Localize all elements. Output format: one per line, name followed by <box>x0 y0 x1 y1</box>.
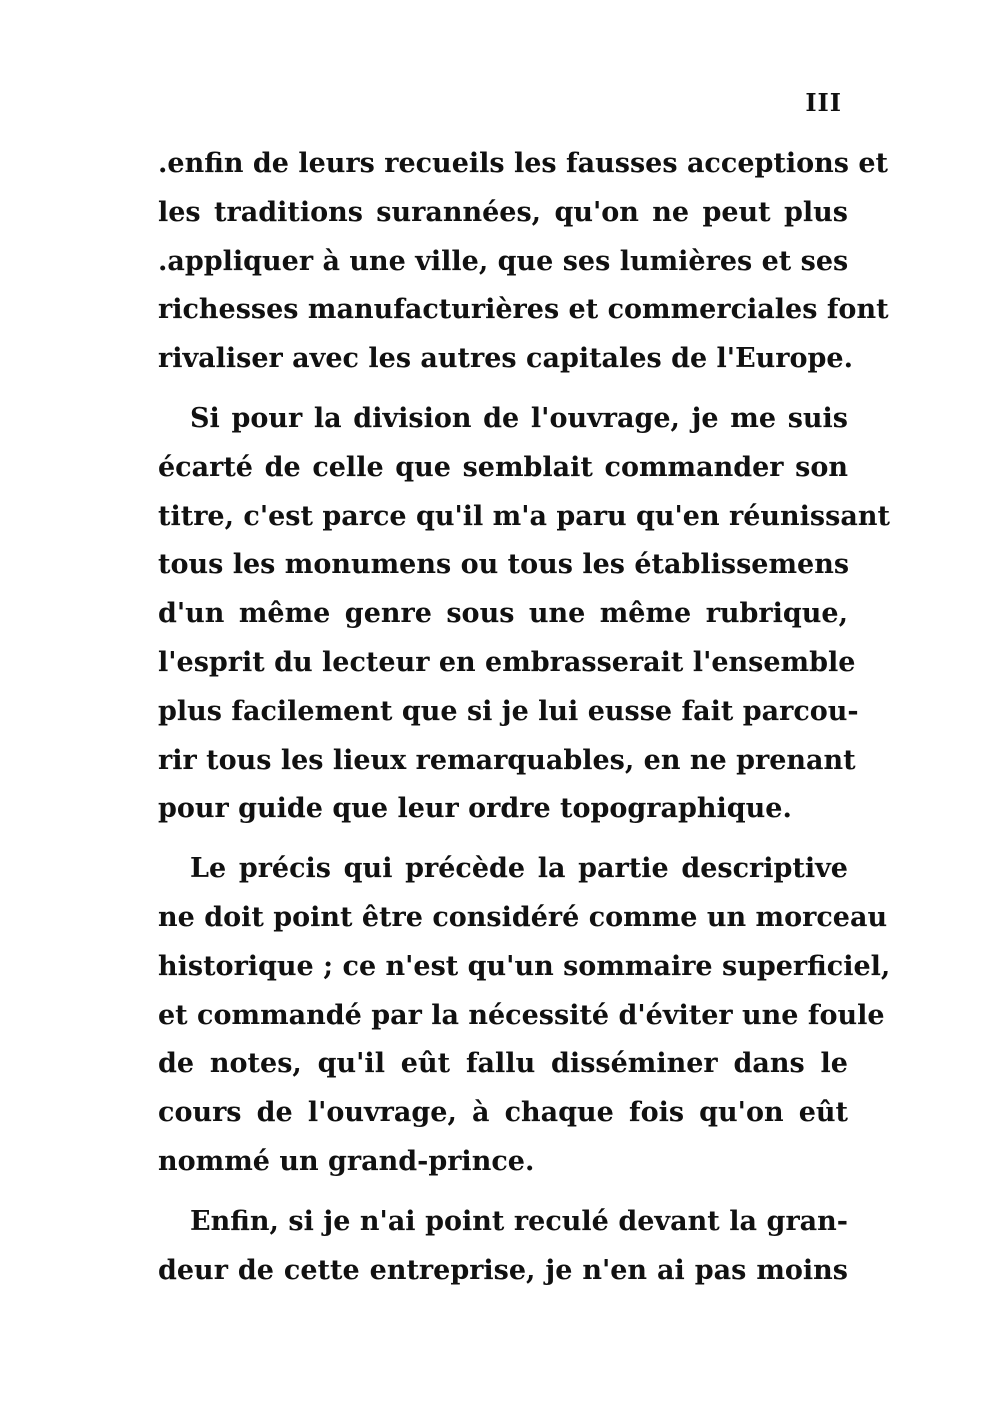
text-line: les traditions surannées, qu'on ne peut plus <box>158 196 848 228</box>
text-line: de notes, qu'il eût fallu disséminer dans le <box>158 1048 848 1080</box>
text-line: plus facilement que si je lui eusse fait parcou- <box>158 695 859 727</box>
text-line: .enfin de leurs recueils les fausses acceptions et <box>158 148 888 179</box>
page-number: III <box>805 88 842 117</box>
text-line: Si pour la division de l'ouvrage, je me suis <box>190 402 848 434</box>
text-line: pour guide que leur ordre topographique. <box>158 793 792 825</box>
text-line: richesses manufacturières et commerciales font <box>158 294 889 326</box>
paragraph-2 <box>158 395 890 834</box>
paragraph-4 <box>158 1198 848 1296</box>
text-line: écarté de celle que semblait commander son <box>158 451 848 483</box>
text-line: rir tous les lieux remarquables, en ne prenant <box>158 744 856 776</box>
paragraph-3 <box>158 845 891 1187</box>
body-text <box>158 140 891 1295</box>
text-line: titre, c'est parce qu'il m'a paru qu'en réunissant <box>158 500 890 532</box>
text-line: cours de l'ouvrage, à chaque fois qu'on eût <box>158 1097 848 1129</box>
text-line: ne doit point être considéré comme un morceau <box>158 901 888 933</box>
text-line: et commandé par la nécessité d'éviter une foule <box>158 999 885 1031</box>
text-line: rivaliser avec les autres capitales de l'Europe. <box>158 343 853 375</box>
text-line: .appliquer à une ville, que ses lumières et ses <box>158 245 849 277</box>
text-line: Le précis qui précède la partie descriptive <box>190 853 848 885</box>
text-line: nommé un grand-prince. <box>158 1145 535 1177</box>
text-line: d'un même genre sous une même rubrique, <box>158 598 848 630</box>
text-line: historique ; ce n'est qu'un sommaire superficiel, <box>158 950 891 982</box>
text-line: Enfin, si je n'ai point reculé devant la gran- <box>190 1205 848 1237</box>
text-line: deur de cette entreprise, je n'en ai pas moins <box>158 1254 848 1286</box>
paragraph-1 <box>158 140 889 384</box>
text-line: l'esprit du lecteur en embrasserait l'ensemble <box>158 646 856 678</box>
text-line: tous les monumens ou tous les établissemens <box>158 549 850 581</box>
